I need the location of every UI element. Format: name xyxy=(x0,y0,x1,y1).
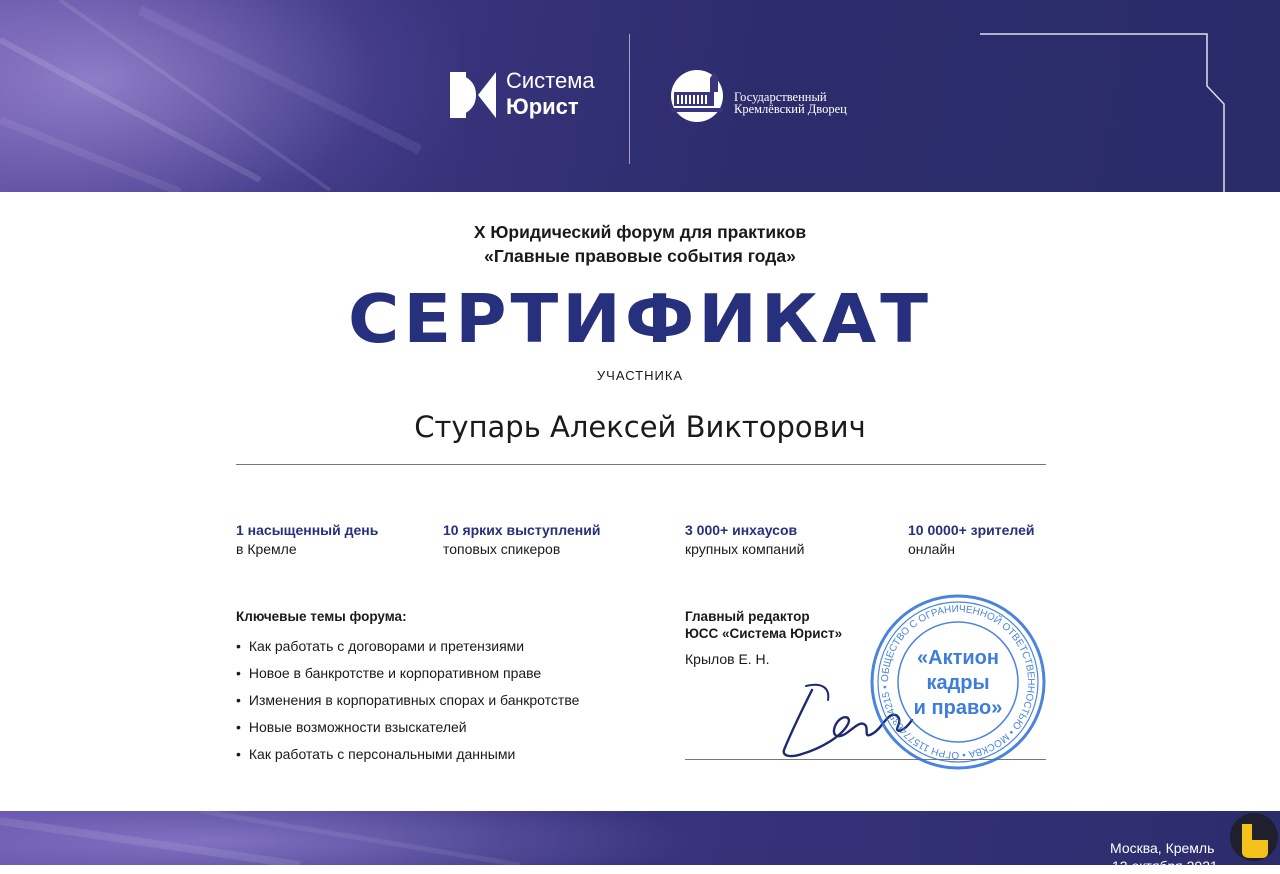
stat-headline: 10 0000+ зрителей xyxy=(908,522,1035,538)
participant-name: Ступарь Алексей Викторович xyxy=(414,410,866,444)
corner-logo-icon xyxy=(1228,810,1280,865)
footer-banner xyxy=(0,811,1280,865)
logo-line2: Юрист xyxy=(506,94,579,119)
partner-line2: Кремлёвский Дворец xyxy=(734,102,847,116)
stamp-line2: кадры xyxy=(926,672,990,694)
forum-title: X Юридический форум для практиков xyxy=(473,222,807,242)
header-banner xyxy=(0,0,1280,192)
palace-emblem-icon xyxy=(666,68,728,124)
stamp-line3: и право» xyxy=(913,697,1003,719)
editor-name: Крылов Е. Н. xyxy=(685,651,770,667)
company-stamp xyxy=(868,592,1048,772)
topic-item: • Как работать с персональными данными xyxy=(236,746,579,773)
topic-item: • Как работать с договорами и претензиями xyxy=(236,638,579,665)
topic-item: • Новое в банкротстве и корпоративном праве xyxy=(236,665,579,692)
editor-role: Главный редактор xyxy=(685,609,810,624)
topics-heading: Ключевые темы форума: xyxy=(236,609,407,624)
editor-org: ЮСС «Система Юрист» xyxy=(685,626,843,641)
certificate-subtitle: УЧАСТНИКА xyxy=(596,368,684,383)
stat-sub: онлайн xyxy=(908,541,956,557)
topic-item: • Изменения в корпоративных спорах и банкротстве xyxy=(236,692,579,719)
footer-decor-lines xyxy=(0,811,1280,865)
stat-sub: крупных компаний xyxy=(685,541,805,557)
stat-item xyxy=(908,522,1035,557)
topic-item: • Новые возможности взыскателей xyxy=(236,719,579,746)
name-underline xyxy=(236,464,1046,465)
stamp-ring-text: ОБЩЕСТВО С ОГРАНИЧЕННОЙ ОТВЕТСТВЕННОСТЬЮ • МОСКВА • ОГРН 1157746354215 • xyxy=(879,603,1037,761)
stat-headline: 1 насыщенный день xyxy=(236,522,379,538)
certificate-title: СЕРТИФИКАТ xyxy=(348,280,932,358)
header-frame-lines xyxy=(0,0,1280,192)
stat-item xyxy=(443,522,600,557)
logo-divider xyxy=(629,34,630,164)
partner-line1: Государственный xyxy=(734,90,827,104)
topics-list xyxy=(236,638,579,773)
editor-block xyxy=(685,609,842,667)
stat-headline: 10 ярких выступлений xyxy=(443,522,601,538)
stat-item xyxy=(685,522,804,557)
stat-sub: топовых спикеров xyxy=(443,541,561,557)
footer-location: Москва, Кремль xyxy=(1110,840,1215,856)
stat-headline: 3 000+ инхаусов xyxy=(685,522,798,538)
stat-item xyxy=(236,522,378,557)
sistema-logo-icon xyxy=(448,70,498,120)
forum-subtitle: «Главные правовые события года» xyxy=(484,246,796,266)
stamp-line1: «Актион xyxy=(917,647,999,669)
logo-line1: Система xyxy=(506,68,595,93)
footer-date: 12 октября 2021 xyxy=(1112,858,1218,874)
stat-sub: в Кремле xyxy=(236,541,297,557)
